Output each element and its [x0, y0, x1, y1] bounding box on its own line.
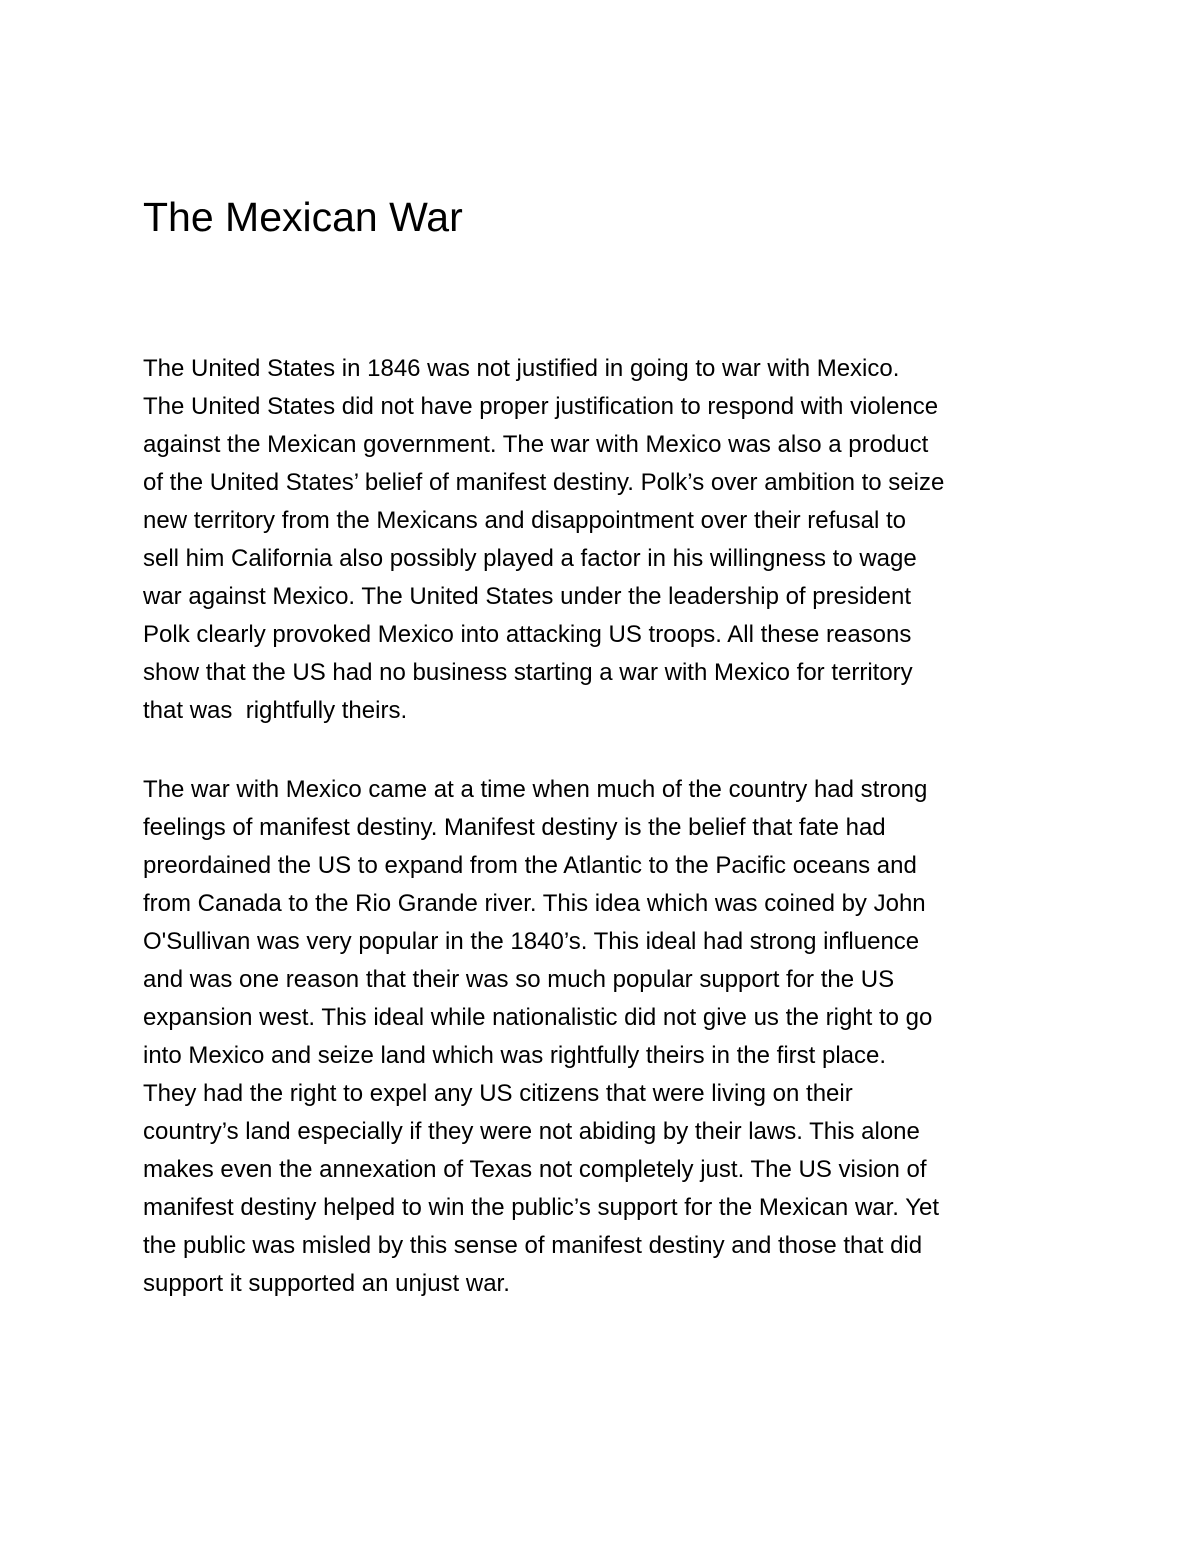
text-line: that was rightfully theirs.: [143, 697, 408, 724]
document-title: The Mexican War: [143, 194, 463, 240]
text-line: war against Mexico. The United States under the leadership of president: [143, 583, 911, 610]
text-line: O'Sullivan was very popular in the 1840’s. This ideal had strong influence: [143, 928, 920, 955]
text-line: into Mexico and seize land which was rightfully theirs in the first place.: [143, 1042, 887, 1069]
text-line: support it supported an unjust war.: [143, 1270, 510, 1297]
text-line: from Canada to the Rio Grande river. This idea which was coined by John: [143, 890, 926, 917]
text-line: of the United States’ belief of manifest destiny. Polk’s over ambition to seize: [143, 469, 945, 496]
paragraph-2: [143, 771, 939, 1303]
text-line: They had the right to expel any US citizens that were living on their: [143, 1080, 853, 1107]
text-line: show that the US had no business starting a war with Mexico for territory: [143, 659, 913, 686]
text-line: and was one reason that their was so much popular support for the US: [143, 966, 895, 993]
text-line: Polk clearly provoked Mexico into attacking US troops. All these reasons: [143, 621, 912, 648]
text-line: against the Mexican government. The war with Mexico was also a product: [143, 431, 929, 458]
paragraph-1: [143, 350, 944, 730]
text-line: sell him California also possibly played a factor in his willingness to wage: [143, 545, 917, 572]
text-line: manifest destiny helped to win the public’s support for the Mexican war. Yet: [143, 1194, 940, 1221]
text-line: expansion west. This ideal while nationalistic did not give us the right to go: [143, 1004, 933, 1031]
text-line: The war with Mexico came at a time when much of the country had strong: [143, 776, 928, 803]
text-line: the public was misled by this sense of manifest destiny and those that did: [143, 1232, 923, 1259]
text-line: The United States in 1846 was not justified in going to war with Mexico.: [143, 355, 900, 382]
text-line: country’s land especially if they were not abiding by their laws. This alone: [143, 1118, 920, 1145]
text-line: feelings of manifest destiny. Manifest destiny is the belief that fate had: [143, 814, 886, 841]
text-line: preordained the US to expand from the Atlantic to the Pacific oceans and: [143, 852, 917, 879]
text-line: The United States did not have proper justification to respond with violence: [143, 393, 939, 420]
text-line: new territory from the Mexicans and disappointment over their refusal to: [143, 507, 907, 534]
text-line: makes even the annexation of Texas not completely just. The US vision of: [143, 1156, 927, 1183]
